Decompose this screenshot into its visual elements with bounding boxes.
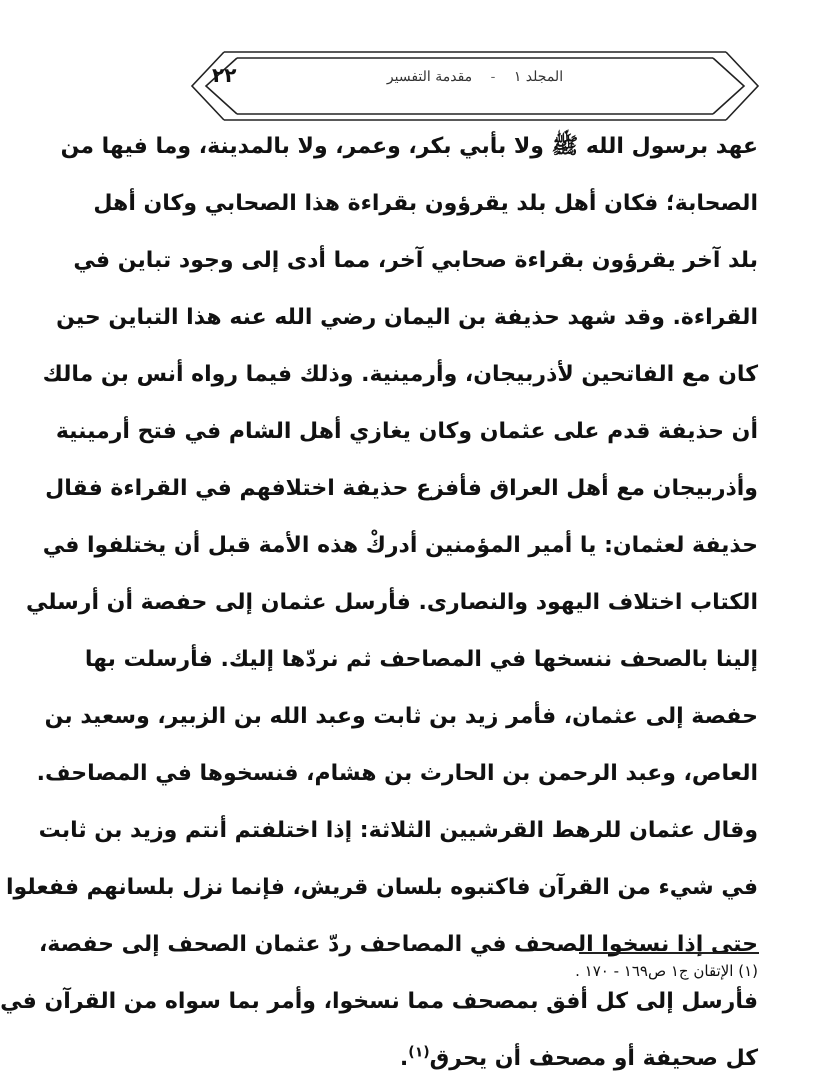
text-line: كان مع الفاتحين لأذربيجان، وأرمينية. وذلك فيما رواه أنس بن مالك xyxy=(42,362,758,387)
text-line-last xyxy=(192,1030,758,1087)
text-line: الكتاب اختلاف اليهود والنصارى. فأرسل عثمان إلى حفصة أن أرسلي xyxy=(25,590,758,615)
running-title-volume: المجلد ١ xyxy=(513,69,564,85)
text-line: فأرسل إلى كل أفق بمصحف مما نسخوا، وأمر بما سواه من القرآن في xyxy=(0,989,758,1014)
text-line: حذيفة لعثمان: يا أمير المؤمنين أدركْ هذه الأمة قبل أن يختلفوا في xyxy=(42,533,758,558)
text-line: عهد برسول الله ﷺ ولا بأبي بكر، وعمر، ولا بالمدينة، وما فيها من xyxy=(60,134,758,159)
text-line: أن حذيفة قدم على عثمان وكان يغازي أهل الشام في فتح أرمينية xyxy=(55,419,758,444)
text-line: بلد آخر يقرؤون بقراءة صحابي آخر، مما أدى إلى وجود تباين في xyxy=(73,248,758,273)
text-line: إلينا بالصحف ننسخها في المصاحف ثم نردّها إليك. فأرسلت بها xyxy=(84,647,758,672)
body-text xyxy=(0,118,758,1087)
text-line: في شيء من القرآن فاكتبوه بلسان قريش، فإنما نزل بلسانهم ففعلوا xyxy=(6,875,758,900)
last-line-period: . xyxy=(399,1046,409,1071)
text-line: حفصة إلى عثمان، فأمر زيد بن ثابت وعبد الله بن الزبير، وسعيد بن xyxy=(44,704,758,729)
text-line: حتى إذا نسخوا الصحف في المصاحف ردّ عثمان الصحف إلى حفصة، xyxy=(38,932,758,957)
text-line: وقال عثمان للرهط القرشيين الثلاثة: إذا اختلفتم أنتم وزيد بن ثابت xyxy=(38,818,758,843)
running-title-separator: - xyxy=(490,69,496,85)
running-title xyxy=(114,69,836,85)
page-number: ٢٢ xyxy=(212,63,237,87)
header-right-chevron-outer xyxy=(726,52,758,120)
last-line-text: كل صحيفة أو مصحف أن يحرق xyxy=(429,1046,758,1071)
text-line: العاص، وعبد الرحمن بن الحارث بن هشام، فنسخوها في المصاحف. xyxy=(36,761,758,786)
text-line: القراءة. وقد شهد حذيفة بن اليمان رضي الله عنه هذا التباين حين xyxy=(56,305,758,330)
footnote-marker: (١) xyxy=(738,962,758,980)
footnote-text: الإتقان ج١ ص١٦٩ - ١٧٠ . xyxy=(575,962,734,980)
running-title-book: مقدمة التفسير xyxy=(386,69,473,85)
footnote xyxy=(575,958,758,984)
footnote-reference[interactable]: (١) xyxy=(408,1044,430,1061)
footnote-divider xyxy=(579,952,759,954)
text-line: الصحابة؛ فكان أهل بلد يقرؤون بقراءة هذا الصحابي وكان أهل xyxy=(93,191,758,216)
text-line: وأذربيجان مع أهل العراق فأفزع حذيفة اختلافهم في القراءة فقال xyxy=(45,476,758,501)
